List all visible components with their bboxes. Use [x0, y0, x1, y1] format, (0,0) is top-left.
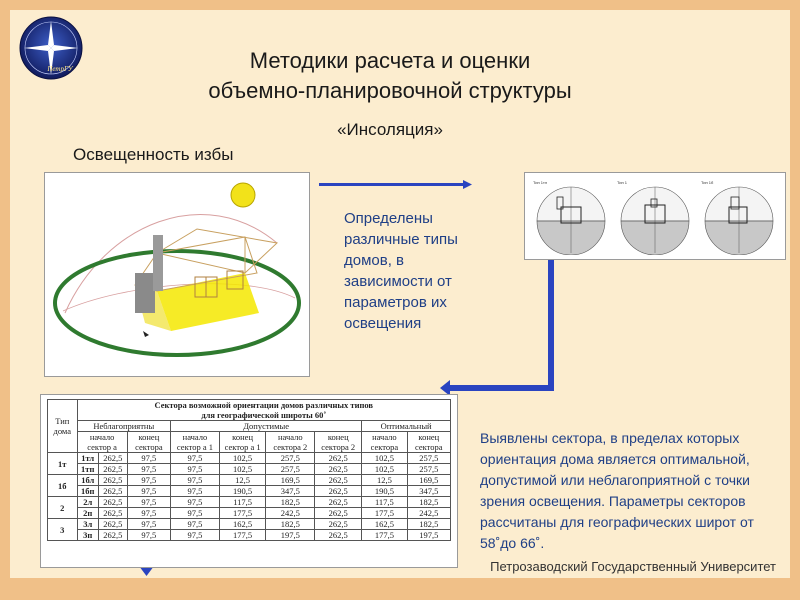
table-cell: 97,5 [171, 464, 220, 475]
table-cell: 262,5 [98, 475, 127, 486]
table-cell: 262,5 [315, 486, 362, 497]
row-subtype: 1бл [77, 475, 98, 486]
table-cell: 177,5 [219, 530, 265, 541]
table-cell: 182,5 [266, 497, 315, 508]
table-cell: 97,5 [171, 497, 220, 508]
table-cell: 162,5 [362, 519, 407, 530]
subheader: конец сектора [127, 432, 170, 453]
subheader: начало сектора 2 [266, 432, 315, 453]
table-cell: 262,5 [98, 486, 127, 497]
table-cell: 182,5 [266, 519, 315, 530]
table-cell: 197,5 [407, 530, 450, 541]
table-cell: 262,5 [98, 530, 127, 541]
slide [10, 10, 790, 578]
table-cell: 117,5 [219, 497, 265, 508]
table-row [48, 486, 451, 497]
group-optimal: Оптимальный [362, 421, 451, 432]
table-row [48, 530, 451, 541]
table-cell: 177,5 [362, 508, 407, 519]
table-cell: 262,5 [315, 497, 362, 508]
table-cell: 97,5 [127, 530, 170, 541]
arrow-right-head [463, 180, 472, 189]
table-cell: 347,5 [266, 486, 315, 497]
table-cell: 262,5 [98, 464, 127, 475]
table-cell: 257,5 [266, 464, 315, 475]
table-cell: 262,5 [315, 508, 362, 519]
table-cell: 102,5 [219, 464, 265, 475]
table-cell: 102,5 [362, 464, 407, 475]
table-cell: 97,5 [171, 530, 220, 541]
diagram-label-1: Тип 1тл [533, 180, 548, 185]
table-cell: 177,5 [362, 530, 407, 541]
table-title [77, 400, 450, 421]
table-cell: 242,5 [407, 508, 450, 519]
table-cell: 97,5 [171, 486, 220, 497]
table-body [48, 453, 451, 541]
subheader: конец сектора 2 [315, 432, 362, 453]
table-cell: 182,5 [407, 519, 450, 530]
table-cell: 262,5 [315, 453, 362, 464]
row-type: 1т [48, 453, 78, 475]
table-cell: 97,5 [171, 453, 220, 464]
table-cell: 97,5 [127, 508, 170, 519]
table-cell: 262,5 [98, 497, 127, 508]
table-cell: 262,5 [98, 519, 127, 530]
row-subtype: 2л [77, 497, 98, 508]
diagram-3 [699, 177, 779, 255]
row-subtype: 2п [77, 508, 98, 519]
row-subtype: 1тл [77, 453, 98, 464]
table-title-line-1: Сектора возможной ориентации домов различных типов [154, 400, 374, 410]
table-cell: 12,5 [219, 475, 265, 486]
title-line-2: объемно-планировочной структуры [208, 78, 572, 103]
table-cell: 169,5 [266, 475, 315, 486]
diagram-2 [615, 177, 695, 255]
table-cell: 12,5 [362, 475, 407, 486]
table-row [48, 464, 451, 475]
title-line-1: Методики расчета и оценки [249, 48, 531, 73]
table-cell: 97,5 [171, 508, 220, 519]
table-cell: 97,5 [127, 486, 170, 497]
table-cell: 97,5 [127, 497, 170, 508]
table-cell: 262,5 [315, 519, 362, 530]
table-row [48, 508, 451, 519]
table-cell: 97,5 [171, 475, 220, 486]
table-cell: 177,5 [219, 508, 265, 519]
table-cell: 97,5 [171, 519, 220, 530]
logo-text: ПетрГУ [47, 65, 73, 73]
table-cell: 262,5 [315, 530, 362, 541]
table-cell: 257,5 [407, 453, 450, 464]
table-cell: 257,5 [407, 464, 450, 475]
table-cell: 102,5 [362, 453, 407, 464]
row-type: 1б [48, 475, 78, 497]
group-acceptable: Допустимые [171, 421, 362, 432]
row-subtype: 1бп [77, 486, 98, 497]
orientation-diagrams [524, 172, 786, 260]
table-cell: 162,5 [219, 519, 265, 530]
subheader: начало сектор а 1 [171, 432, 220, 453]
sector-table-panel [40, 394, 458, 568]
row-subtype: 3п [77, 530, 98, 541]
row-subtype: 1тп [77, 464, 98, 475]
footer-university: Петрозаводский Государственный Университет [490, 559, 776, 574]
table-row [48, 497, 451, 508]
description-sectors: Выявлены сектора, в пределах которых ориентация дома является оптимальной, допустимой или неблагоприятной с точки зрения освещения. Параметры секторов рассчитаны для географических широт от 58˚до 66˚. [480, 430, 754, 551]
table-cell: 190,5 [362, 486, 407, 497]
description-house-types: Определены различные типы домов, в зависимости от параметров их освещения [344, 210, 458, 332]
table-cell: 262,5 [315, 464, 362, 475]
arrow-right-bar [319, 183, 463, 186]
table-cell: 190,5 [219, 486, 265, 497]
table-cell: 242,5 [266, 508, 315, 519]
row-type: 3 [48, 519, 78, 541]
diagram-label-2: Тип 1 [617, 180, 628, 185]
table-row [48, 453, 451, 464]
table-cell: 262,5 [98, 453, 127, 464]
table-cell: 262,5 [315, 475, 362, 486]
table-cell: 102,5 [219, 453, 265, 464]
subheader: начало сектора [362, 432, 407, 453]
table-cell: 257,5 [266, 453, 315, 464]
type-header: Тип дома [48, 400, 78, 453]
table-cell: 347,5 [407, 486, 450, 497]
table-cell: 197,5 [266, 530, 315, 541]
table-title-line-2: для географической широты 60˚ [201, 410, 327, 420]
sector-table [47, 399, 451, 541]
table-cell: 97,5 [127, 453, 170, 464]
table-row [48, 519, 451, 530]
subheader: конец сектора [407, 432, 450, 453]
table-row [48, 475, 451, 486]
table-cell: 182,5 [407, 497, 450, 508]
table-cell: 117,5 [362, 497, 407, 508]
diagram-1 [531, 177, 611, 255]
row-subtype: 3л [77, 519, 98, 530]
subtitle: «Инсоляция» [337, 120, 443, 139]
section-title: Освещенность избы [73, 145, 234, 164]
subheader: конец сектор а 1 [219, 432, 265, 453]
table-cell: 97,5 [127, 464, 170, 475]
subheader: начало сектор а [77, 432, 127, 453]
diagram-label-3: Тип 1б [701, 180, 714, 185]
table-cell: 97,5 [127, 475, 170, 486]
table-cell: 97,5 [127, 519, 170, 530]
table-cell: 169,5 [407, 475, 450, 486]
group-unfavorable: Неблагоприятны [77, 421, 170, 432]
row-type: 2 [48, 497, 78, 519]
table-cell: 262,5 [98, 508, 127, 519]
